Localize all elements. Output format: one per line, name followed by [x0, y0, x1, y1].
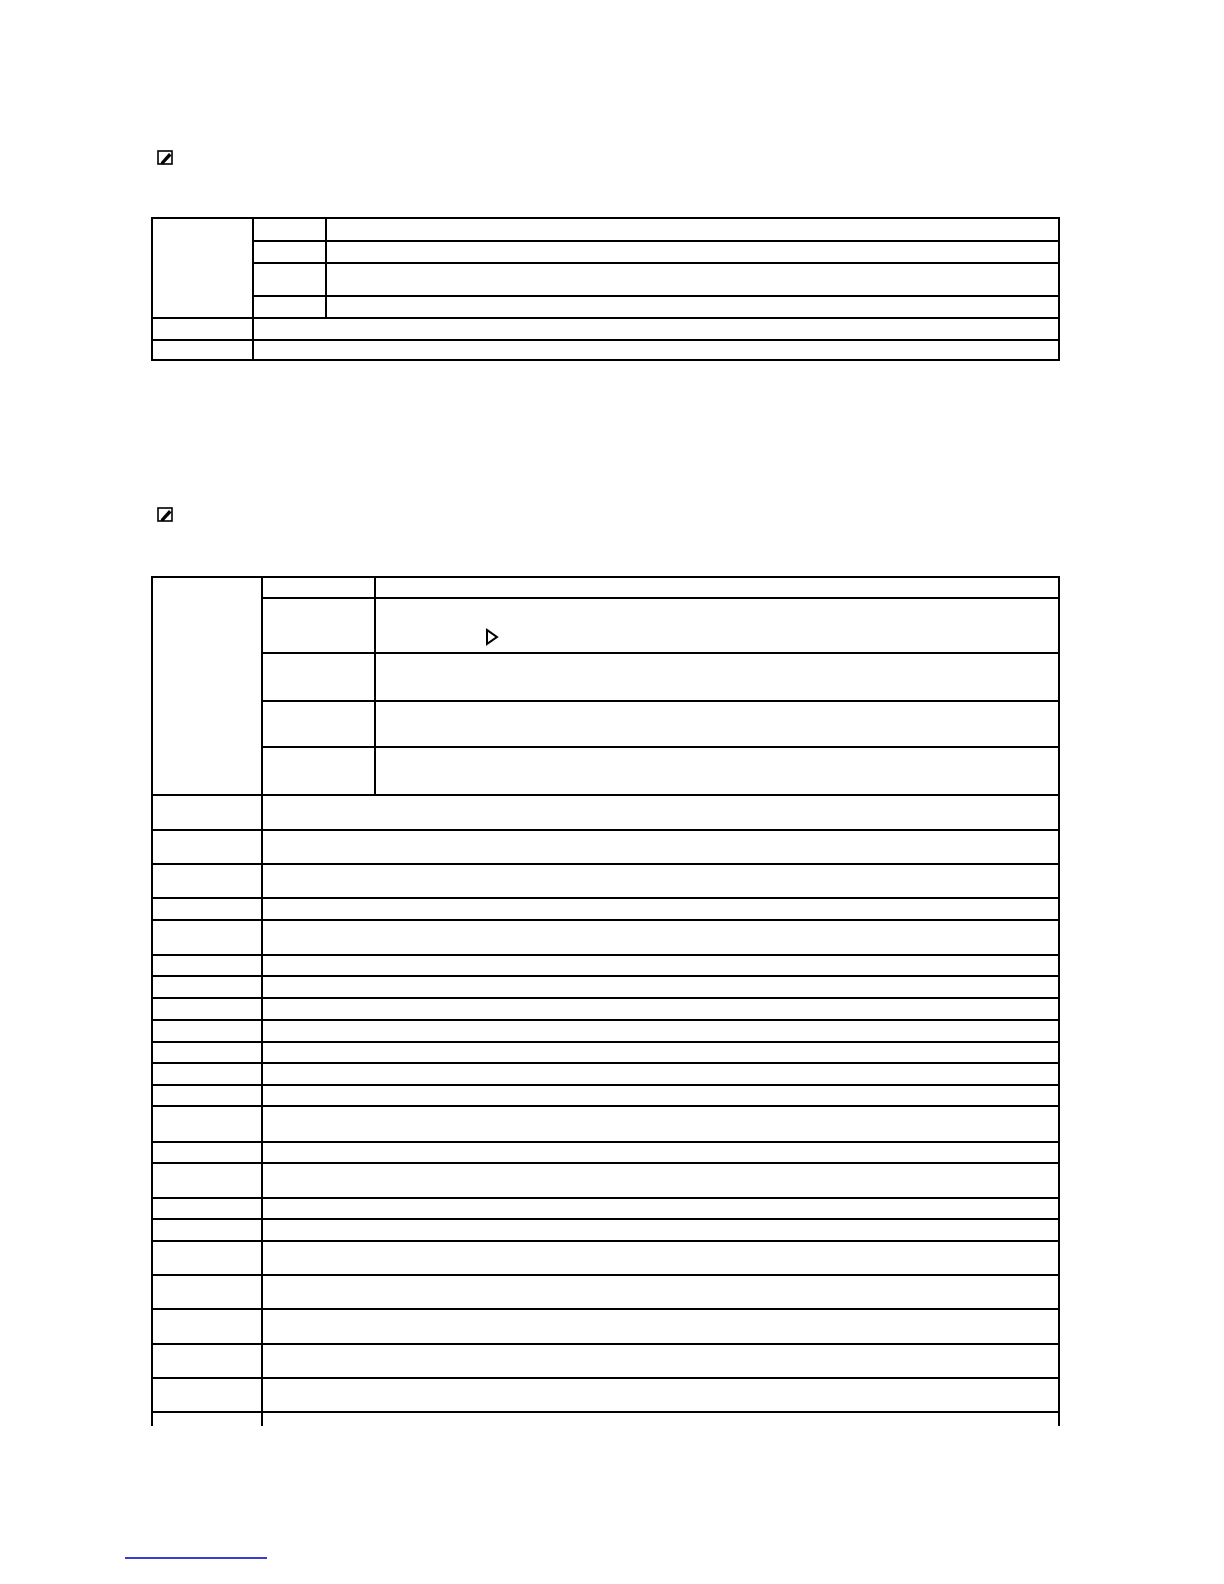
table-1 — [151, 217, 1060, 361]
note-pencil-icon — [157, 150, 175, 166]
table-2 — [151, 576, 1060, 1426]
footer-link-underline[interactable] — [125, 1557, 267, 1559]
triangle-right-icon — [485, 628, 499, 651]
note-pencil-icon — [157, 507, 175, 523]
